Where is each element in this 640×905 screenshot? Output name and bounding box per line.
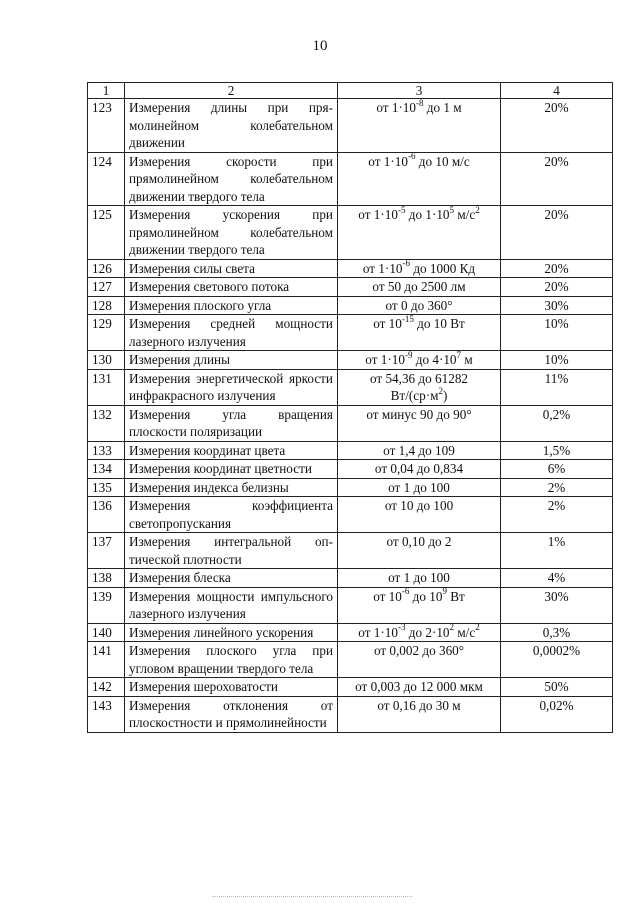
- row-error: 20%: [501, 259, 613, 278]
- table-row: [88, 296, 613, 315]
- row-error: 6%: [501, 460, 613, 479]
- row-number: 136: [88, 497, 125, 533]
- row-range: от 50 до 2500 лм: [338, 278, 501, 297]
- table-row: [88, 623, 613, 642]
- row-range: от 1 до 100: [338, 569, 501, 588]
- row-description: Измерения координат цветности: [125, 460, 338, 479]
- row-description: Измерения ускорения при прямолинейном колебательном движении твердого тела: [125, 206, 338, 260]
- row-description: Измерения плоского угла: [125, 296, 338, 315]
- table-row: [88, 441, 613, 460]
- header-cell-3: 3: [338, 83, 501, 99]
- table-row: [88, 569, 613, 588]
- row-error: 10%: [501, 351, 613, 370]
- row-error: 20%: [501, 152, 613, 206]
- table-row: [88, 152, 613, 206]
- row-range: от 0 до 360°: [338, 296, 501, 315]
- row-error: 20%: [501, 278, 613, 297]
- table-row: [88, 206, 613, 260]
- row-description: Измерения координат цвета: [125, 441, 338, 460]
- table-row: [88, 351, 613, 370]
- table-row: [88, 315, 613, 351]
- table-row: [88, 99, 613, 153]
- row-description: Измерения плоского угла при угловом вращении твердого тела: [125, 642, 338, 678]
- row-description: Измерения мощности импульсного лазерного излучения: [125, 587, 338, 623]
- row-error: 11%: [501, 369, 613, 405]
- row-error: 30%: [501, 296, 613, 315]
- table-header-row: [88, 83, 613, 99]
- header-cell-2: 2: [125, 83, 338, 99]
- row-description: Измерения энергетической яркости инфракрасного излучения: [125, 369, 338, 405]
- row-description: Измерения шероховатости: [125, 678, 338, 697]
- row-number: 130: [88, 351, 125, 370]
- row-error: 0,3%: [501, 623, 613, 642]
- row-number: 140: [88, 623, 125, 642]
- table-row: [88, 587, 613, 623]
- row-error: 4%: [501, 569, 613, 588]
- row-error: 2%: [501, 478, 613, 497]
- row-number: 128: [88, 296, 125, 315]
- page-number: 10: [312, 38, 328, 54]
- row-number: 124: [88, 152, 125, 206]
- row-range: от 0,04 до 0,834: [338, 460, 501, 479]
- row-number: 135: [88, 478, 125, 497]
- table-row: [88, 478, 613, 497]
- row-range: от 0,10 до 2: [338, 533, 501, 569]
- table-row: [88, 642, 613, 678]
- row-range: от $1\cdot 10^{-8}$ до 1 м: [338, 99, 501, 153]
- row-range: от $1\cdot 10^{-6}$ до 1000 Кд: [338, 259, 501, 278]
- row-error: 0,0002%: [501, 642, 613, 678]
- header-cell-4: 4: [501, 83, 613, 99]
- row-number: 133: [88, 441, 125, 460]
- table-row: [88, 259, 613, 278]
- row-range: от 10 до 100: [338, 497, 501, 533]
- row-error: 50%: [501, 678, 613, 697]
- row-description: Измерения интегральной оптической плотности: [125, 533, 338, 569]
- row-range: от 0,16 до 30 м: [338, 696, 501, 732]
- row-number: 143: [88, 696, 125, 732]
- row-error: 0,2%: [501, 405, 613, 441]
- row-number: 129: [88, 315, 125, 351]
- row-description: Измерения блеска: [125, 569, 338, 588]
- row-range: от 1,4 до 109: [338, 441, 501, 460]
- row-range: от 1 до 100: [338, 478, 501, 497]
- table-row: [88, 278, 613, 297]
- row-range: от 54,36 до 61282 $Вт/(ср\cdot м^2)$: [338, 369, 501, 405]
- row-range: от 0,002 до 360°: [338, 642, 501, 678]
- row-description: Измерения длины при прямолинейном колебательном движении: [125, 99, 338, 153]
- row-number: 131: [88, 369, 125, 405]
- header-cell-1: 1: [88, 83, 125, 99]
- row-description: Измерения длины: [125, 351, 338, 370]
- row-number: 123: [88, 99, 125, 153]
- row-description: Измерения индекса белизны: [125, 478, 338, 497]
- row-error: 20%: [501, 206, 613, 260]
- row-number: 125: [88, 206, 125, 260]
- row-number: 142: [88, 678, 125, 697]
- row-range: от минус 90 до 90°: [338, 405, 501, 441]
- row-error: 1,5%: [501, 441, 613, 460]
- row-description: Измерения силы света: [125, 259, 338, 278]
- row-range: от $10^{-6}$ до $10^9$ Вт: [338, 587, 501, 623]
- table-row: [88, 533, 613, 569]
- row-number: 132: [88, 405, 125, 441]
- row-description: Измерения светового потока: [125, 278, 338, 297]
- row-error: 10%: [501, 315, 613, 351]
- row-error: 1%: [501, 533, 613, 569]
- row-range: от $1\cdot 10^{-3}$ до $2\cdot 10^2$ $м/с^2$: [338, 623, 501, 642]
- measurements-table: [87, 82, 613, 733]
- row-number: 138: [88, 569, 125, 588]
- row-number: 127: [88, 278, 125, 297]
- row-number: 134: [88, 460, 125, 479]
- row-number: 141: [88, 642, 125, 678]
- row-description: Измерения средней мощности лазерного излучения: [125, 315, 338, 351]
- row-description: Измерения отклонения от плоскостности и прямолинейности: [125, 696, 338, 732]
- table-row: [88, 696, 613, 732]
- row-description: Измерения угла вращения плоскости поляризации: [125, 405, 338, 441]
- row-range: от $1\cdot 10^{-9}$ до $4\cdot 10^7$ м: [338, 351, 501, 370]
- row-error: 20%: [501, 99, 613, 153]
- table-row: [88, 405, 613, 441]
- row-description: Измерения скорости при прямолинейном колебательном движении твердого тела: [125, 152, 338, 206]
- table-body: [88, 83, 613, 733]
- table-row: [88, 369, 613, 405]
- table-row: [88, 460, 613, 479]
- row-number: 139: [88, 587, 125, 623]
- row-description: Измерения коэффициента светопропускания: [125, 497, 338, 533]
- table-row: [88, 678, 613, 697]
- row-number: 126: [88, 259, 125, 278]
- row-range: от $1\cdot 10^{-5}$ до $1\cdot 10^5$ $м/с^2$: [338, 206, 501, 260]
- row-number: 137: [88, 533, 125, 569]
- scan-edge-mark: [212, 896, 412, 898]
- row-range: от 0,003 до 12 000 мкм: [338, 678, 501, 697]
- row-description: Измерения линейного ускорения: [125, 623, 338, 642]
- row-range: от $10^{-15}$ до 10 Вт: [338, 315, 501, 351]
- row-range: от $1\cdot 10^{-6}$ до 10 м/с: [338, 152, 501, 206]
- row-error: 0,02%: [501, 696, 613, 732]
- row-error: 30%: [501, 587, 613, 623]
- table-row: [88, 497, 613, 533]
- row-error: 2%: [501, 497, 613, 533]
